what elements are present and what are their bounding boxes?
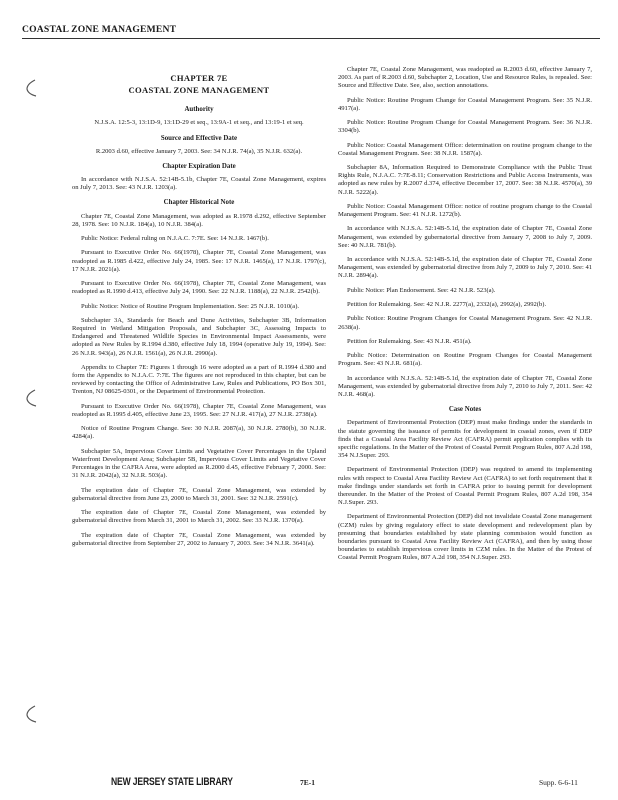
history-note: Subchapter 5A, Impervious Cover Limits and Vegetative Cover Percentages in the Upland Waterfront Development Area; Subchapter 5B, Impervious Cover Limits and Vegetative Cover Percentages in the CAFRA Area, were adopted as R.2000 d.45, effective February 7, 2000. See: 31 N.J.R. 2042(a), 32 N.J.R. 503(a). bbox=[72, 447, 326, 480]
history-heading: Chapter Historical Note bbox=[163, 199, 235, 207]
header-rule bbox=[22, 38, 600, 39]
source-text: R.2003 d.60, effective January 7, 2003. See: 34 N.J.R. 74(a), 35 N.J.R. 632(a). bbox=[95, 147, 303, 155]
chapter-title: COASTAL ZONE MANAGEMENT bbox=[128, 85, 270, 96]
history-note: In accordance with N.J.S.A. 52:14B-5.1d, the expiration date of Chapter 7E, Coastal Zone Management, was extended by gubernatorial directive from July 7, 2009 to July 7, 2010. See: 41 N.J.R. 2894(a). bbox=[338, 256, 592, 280]
history-note: Public Notice: Coastal Management Office: determination on routine program change to the Coastal Management Program. See: 38 N.J.R. 1587(a). bbox=[338, 141, 592, 157]
history-note: Pursuant to Executive Order No. 66(1978), Chapter 7E, Coastal Zone Management, was readopted as R.1995 d.405, effective June 23, 1995. See: 27 N.J.R. 417(a), 27 N.J.R. 2738(a). bbox=[72, 402, 326, 418]
history-note: Pursuant to Executive Order No. 66(1978), Chapter 7E, Coastal Zone Management, was readopted as R.1985 d.422, effective July 24, 1985. See: 17 N.J.R. 1465(a), 17 N.J.R. 1797(c), 17 N.J.R. 2021(a). bbox=[72, 249, 326, 273]
library-stamp: NEW JERSEY STATE LIBRARY bbox=[111, 776, 233, 788]
history-note: In accordance with N.J.S.A. 52:14B-5.1d, the expiration date of Chapter 7E, Coastal Zone Management, was extended by gubernatorial directive from July 7, 2010 to July 7, 2011. See: 42 N.J.R. 468(a). bbox=[338, 374, 592, 399]
expiration-text: In accordance with N.J.S.A. 52:14B-5.1b, Chapter 7E, Coastal Zone Management, expires on July 7, 2013. See: 43 N.J.R. 1203(a). bbox=[72, 176, 326, 192]
history-note: Public Notice: Coastal Management Office: notice of routine program change to the Coastal Management Program. See: 41 N.J.R. 1272(b). bbox=[338, 202, 592, 219]
left-column bbox=[72, 66, 326, 554]
history-note: Petition for Rulemaking. See: 43 N.J.R. 451(a). bbox=[347, 337, 472, 345]
history-note: Public Notice: Plan Endorsement. See: 42 N.J.R. 523(a). bbox=[347, 286, 496, 294]
punch-mark-icon bbox=[24, 78, 38, 98]
authority-text: N.J.S.A. 12:5-3, 13:1D-9, 13:1D-29 et seq., 13:9A-1 et seq., and 13:19-1 et seq. bbox=[94, 119, 304, 127]
expiration-heading: Chapter Expiration Date bbox=[162, 162, 236, 170]
history-note: Public Notice: Routine Program Change for Coastal Management Program. See: 36 N.J.R. 3304(b). bbox=[338, 119, 592, 135]
chapter-label: CHAPTER 7E bbox=[170, 73, 228, 83]
history-note: Public Notice: Routine Program Change for Coastal Management Program. See: 35 N.J.R. 4917(a). bbox=[338, 96, 592, 112]
authority-heading: Authority bbox=[184, 106, 214, 114]
source-heading: Source and Effective Date bbox=[160, 134, 238, 142]
history-note: The expiration date of Chapter 7E, Coastal Zone Management, was extended by gubernatorial directive from March 31, 2001 to March 31, 2002. See: 33 N.J.R. 1370(a). bbox=[72, 509, 326, 525]
history-note: In accordance with N.J.S.A. 52:14B-5.1d, the expiration date of Chapter 7E, Coastal Zone Management, was extended by gubernatorial directive from January 7, 2008 to July 7, 2009. See: 40 N.J.R. 781(b). bbox=[338, 225, 592, 249]
history-note: The expiration date of Chapter 7E, Coastal Zone Management, was extended by gubernatorial directive from September 27, 2002 to January 7, 2003. See: 34 N.J.R. 3641(a). bbox=[72, 531, 326, 547]
history-note: Petition for Rulemaking. See: 42 N.J.R. 2277(a), 2332(a), 2992(a), 2992(b). bbox=[347, 301, 547, 309]
history-note: Subchapter 8A, Information Required to Demonstrate Compliance with the Public Trust Rights Rule, N.J.A.C. 7:7E-8.11; Conservation Restrictions and Public Access Instruments, was adopted as new rules by R.2007 d.374, effective December 17, 2007. See: 38 N.J.R. 4570(a), 39 N.J.R. 5222(a). bbox=[338, 164, 592, 196]
history-note: Public Notice: Determination on Routine Program Changes for Coastal Management Program. See: 43 N.J.R. 681(a). bbox=[338, 352, 592, 368]
history-note: Public Notice: Notice of Routine Program Implementation. See: 25 N.J.R. 1010(a). bbox=[81, 302, 300, 310]
history-note: The expiration date of Chapter 7E, Coastal Zone Management, was extended by gubernatorial directive from June 23, 2000 to March 31, 2001. See: 32 N.J.R. 2591(c). bbox=[72, 486, 326, 502]
history-note: Chapter 7E, Coastal Zone Management, was readopted as R.2003 d.60, effective January 7, 2003. As part of R.2003 d.60, Subchapter 2, Location, Use and Resource Rules, is repealed. See: Source and Effective Date. See, also, section annotations. bbox=[338, 66, 592, 90]
running-head: COASTAL ZONE MANAGEMENT bbox=[22, 24, 177, 35]
case-note: Department of Environmental Protection (DEP) did not invalidate Coastal Zone management (CZM) rules by giving regulatory effect to state development and redevelopment plan by presuming that boundaries established by state planning commission would function as boundaries pursuant to Coastal Area Facility Review Act (CAFRA), and then by using those boundaries to establish impervious cover limits in CZM rules. In the Matter of the Protest of Coastal Permit Program Rules, 807 A.2d 198, 354 N.J.Super. 293. bbox=[338, 513, 592, 562]
history-note: Pursuant to Executive Order No. 66(1978), Chapter 7E, Coastal Zone Management, was readopted as R.1990 d.413, effective July 24, 1990. See: 22 N.J.R. 1188(a), 22 N.J.R. 2542(b). bbox=[72, 280, 326, 296]
history-note: Notice of Routine Program Change. See: 30 N.J.R. 2087(a), 30 N.J.R. 2780(b), 30 N.J.R. 4284(a). bbox=[72, 425, 326, 441]
punch-mark-icon bbox=[24, 704, 38, 724]
history-note: Appendix to Chapter 7E: Figures 1 through 16 were adopted as a part of R.1994 d.380 and form the Appendix to N.J.A.C. 7:7E. The figures are not reproduced in this chapter, but can be reviewed by contacting the Office of Administrative Law, Rules and Publications, PO Box 301, Trenton, NJ 08625-0301, or the Department of Environmental Protection. bbox=[72, 363, 326, 396]
case-notes-heading: Case Notes bbox=[448, 406, 482, 414]
history-note: Public Notice: Routine Program Changes for Coastal Management Program. See: 42 N.J.R. 2638(a). bbox=[338, 315, 592, 331]
history-note: Public Notice: Federal ruling on N.J.A.C. 7:7E. See: 14 N.J.R. 1467(b). bbox=[81, 235, 269, 243]
history-note: Chapter 7E, Coastal Zone Management, was adopted as R.1978 d.292, effective September 28, 1978. See: 10 N.J.R. 184(a), 10 N.J.R. 384(a). bbox=[72, 212, 326, 228]
case-note: Department of Environmental Protection (DEP) must make findings under the standards in the statute governing the issuance of permits for development in coastal zones, even if DEP finds that a Coastal Area Facility Review Act (CAFRA) permit application complies with its specific regulations. In the Matter of the Protest of Coastal Permit Program Rules, 807 A.2d 198, 354 N.J.Super. 293. bbox=[338, 419, 592, 460]
history-note: Subchapter 3A, Standards for Beach and Dune Activities, Subchapter 3B, Information Required in Wetland Mitigation Proposals, and Subchapter 3C, Assessing Impacts to Endangered and Threatened Wildlife Species in Environmental Impact Assessments, were adopted as New Rules by R.1994 d.380, effective July 18, 1994 (operative July 19, 1994). See: 26 N.J.R. 943(a), 26 N.J.R. 1561(a), 26 N.J.R. 2990(a). bbox=[72, 316, 326, 357]
supplement-date: Supp. 6-6-11 bbox=[539, 778, 578, 787]
case-note: Department of Environmental Protection (DEP) was required to amend its implementing rules with respect to Coastal Area Facility Review Act (CAFRA) to set forth requirement that it make findings under standards set forth in CAFRA prior to issuing permit for development thereunder. In the Matter of the Protest of Coastal Permit Program Rules, 807 A.2d 198, 354 N.J.Super. 293. bbox=[338, 466, 592, 507]
punch-mark-icon bbox=[24, 388, 38, 408]
page-number: 7E-1 bbox=[300, 778, 315, 787]
right-column bbox=[338, 66, 592, 569]
